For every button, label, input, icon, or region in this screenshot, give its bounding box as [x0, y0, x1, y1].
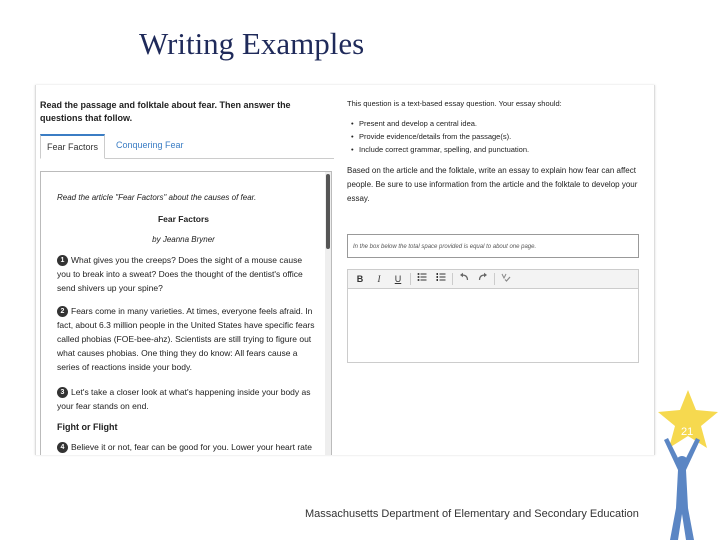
toolbar-divider [452, 273, 453, 285]
paragraph-number: 3 [57, 387, 68, 398]
tab-conquering-fear[interactable]: Conquering Fear [116, 140, 184, 150]
paragraph-text: Fears come in many varieties. At times, everyone feels afraid. In fact, about 6.3 million people in the United States have specific fears called phobias (FOE-bee-ahz). Scientists are still trying to figure out what causes phobias. One thing they do know: All fears cause a series of reactions inside your body. [57, 306, 315, 372]
requirement-item: • Present and develop a central idea. [359, 117, 654, 130]
requirement-item: • Provide evidence/details from the passage(s). [359, 130, 654, 143]
passage-subheading: Fight or Flight [57, 422, 118, 432]
paragraph-2 [57, 304, 317, 374]
essay-editor[interactable] [347, 289, 639, 363]
spellcheck-icon [501, 272, 511, 282]
editor-toolbar [347, 269, 639, 289]
paragraph-text: Let's take a closer look at what's happening inside your body as your fear stands on end. [57, 387, 311, 411]
bold-button[interactable]: B [356, 274, 364, 284]
answer-note-field[interactable]: In the box below the total space provided is equal to about one page. [347, 234, 639, 258]
paragraph-number: 4 [57, 442, 68, 453]
person-figure-icon [660, 436, 704, 540]
passage-title: Fear Factors [157, 214, 210, 224]
paragraph-text: Believe it or not, fear can be good for you. Lower your heart rate [71, 442, 312, 452]
passage-instructions: Read the passage and folktale about fear. Then answer the questions that follow. [40, 100, 291, 123]
numbered-list-button[interactable] [432, 271, 450, 287]
page-number: 21 [681, 426, 694, 438]
scrollbar-thumb[interactable] [326, 174, 330, 249]
toolbar-divider [410, 273, 411, 285]
passage-byline: by Jeanna Bryner [152, 235, 215, 244]
paragraph-4 [57, 440, 317, 454]
requirement-item: • Include correct grammar, spelling, and punctuation. [359, 143, 654, 156]
test-screenshot [35, 85, 655, 455]
question-intro: This question is a text-based essay question. Your essay should: [347, 99, 562, 108]
footer-text: Massachusetts Department of Elementary and Secondary Education [305, 508, 639, 520]
undo-icon [459, 272, 469, 282]
passage-scroll-box[interactable] [40, 171, 332, 455]
slide-title: Writing Examples [139, 26, 365, 61]
paragraph-number: 1 [57, 255, 68, 266]
numbered-list-icon [436, 272, 446, 282]
passage-tabs [40, 134, 334, 159]
passage-panel [36, 85, 338, 455]
essay-prompt: Based on the article and the folktale, write an essay to explain how fear can affect people. Be sure to use information from the article and the folktale to develop your essay. [347, 166, 638, 203]
redo-icon [478, 272, 488, 282]
paragraph-number: 2 [57, 306, 68, 317]
passage-intro: Read the article "Fear Factors" about the causes of fear. [57, 193, 257, 202]
redo-button[interactable] [474, 271, 492, 287]
paragraph-3 [57, 385, 317, 413]
bulleted-list-button[interactable] [413, 271, 431, 287]
spellcheck-button[interactable] [497, 271, 515, 287]
bulleted-list-icon [417, 272, 427, 282]
undo-button[interactable] [455, 271, 473, 287]
paragraph-1 [57, 253, 317, 295]
requirements-list [347, 117, 654, 156]
question-panel [347, 85, 647, 455]
italic-button[interactable]: I [377, 274, 381, 284]
paragraph-text: What gives you the creeps? Does the sight of a mouse cause you to break into a sweat? Does the thought of the dentist's office send shivers up your spine? [57, 255, 303, 293]
toolbar-divider [494, 273, 495, 285]
tab-fear-factors[interactable]: Fear Factors [40, 134, 105, 159]
underline-button[interactable]: U [394, 274, 402, 284]
